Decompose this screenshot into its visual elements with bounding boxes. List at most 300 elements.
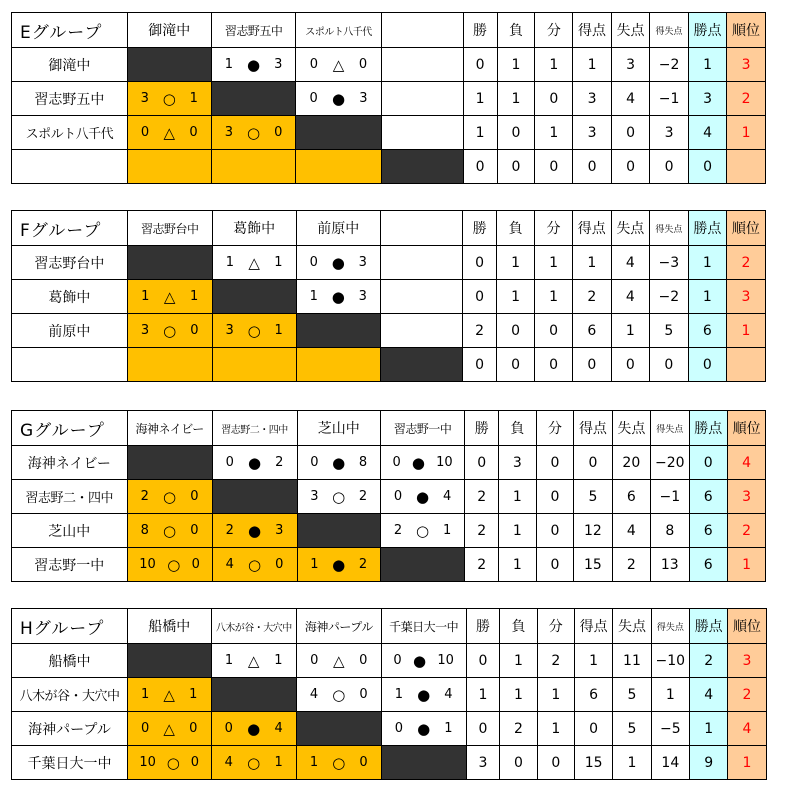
score-against: 2 — [358, 557, 368, 572]
team-name: 御滝中 — [12, 48, 128, 82]
stat-header: 得点 — [574, 609, 612, 644]
stat-value: 6 — [689, 480, 727, 514]
score-for: 1 — [224, 653, 234, 668]
stat-value: 0 — [500, 746, 537, 780]
match-cell — [212, 314, 296, 348]
match-result — [298, 488, 380, 506]
result-mark: △ — [163, 719, 175, 738]
team-row — [12, 348, 805, 382]
match-result — [213, 556, 297, 574]
score-against: 0 — [359, 687, 368, 702]
stat-header: 失点 — [611, 13, 650, 48]
match-cell — [296, 246, 380, 280]
opponent-header: 千葉日大一中 — [381, 609, 466, 644]
score-for: 3 — [224, 125, 234, 140]
rank-value: 3 — [727, 480, 765, 514]
match-result — [298, 454, 380, 472]
rank-value: 2 — [728, 678, 766, 712]
stat-value: 0 — [463, 348, 497, 382]
stat-value: 1 — [573, 246, 612, 280]
self-cell — [296, 116, 381, 150]
self-cell — [127, 644, 211, 678]
match-result — [381, 522, 464, 540]
result-mark: ○ — [166, 753, 180, 772]
rank-value: 1 — [728, 746, 766, 780]
result-mark: ○ — [247, 123, 261, 142]
stat-header: 分 — [535, 13, 573, 48]
score-for: 1 — [309, 289, 318, 304]
stat-header: 勝 — [466, 609, 500, 644]
match-cell — [381, 82, 463, 116]
stat-value: 0 — [466, 644, 500, 678]
match-cell — [296, 644, 381, 678]
team-name: 海神ネイビー — [12, 446, 128, 480]
opponent-header: 習志野五中 — [211, 13, 296, 48]
match-cell — [212, 446, 297, 480]
stat-value: 0 — [573, 150, 612, 184]
match-result — [297, 652, 381, 670]
stat-value: 2 — [537, 644, 574, 678]
result-mark: ● — [417, 685, 431, 704]
match-cell — [381, 678, 466, 712]
stat-value: 2 — [465, 548, 499, 582]
stat-value: 4 — [688, 116, 727, 150]
stat-value: 2 — [690, 644, 728, 678]
opponent-header: 海神パープル — [296, 609, 381, 644]
score-against: 3 — [275, 523, 284, 538]
group-table — [11, 608, 805, 780]
result-mark: ○ — [416, 521, 430, 540]
opponent-header: 御滝中 — [127, 13, 211, 48]
match-result — [213, 254, 296, 272]
result-mark: △ — [333, 651, 345, 670]
score-against: 4 — [274, 721, 283, 736]
opponent-header: 海神ネイビー — [127, 411, 212, 446]
stat-value: 0 — [497, 150, 535, 184]
stat-header: 勝 — [463, 13, 497, 48]
match-cell — [127, 82, 211, 116]
self-cell — [296, 314, 380, 348]
group-table — [11, 410, 805, 582]
stat-header: 得点 — [574, 411, 612, 446]
stat-value: 0 — [463, 246, 497, 280]
score-against: 3 — [359, 91, 368, 106]
stat-header: 負 — [497, 211, 535, 246]
stat-value: 0 — [497, 116, 535, 150]
match-result — [213, 322, 296, 340]
match-cell — [296, 280, 380, 314]
group-header-row — [12, 411, 805, 446]
stat-value: 6 — [612, 480, 650, 514]
match-cell — [127, 678, 211, 712]
stat-value: 1 — [688, 280, 727, 314]
match-cell — [127, 116, 211, 150]
score-for: 1 — [141, 289, 150, 304]
match-cell — [127, 514, 212, 548]
stat-value: 0 — [611, 348, 650, 382]
stat-value: 4 — [690, 678, 728, 712]
score-for: 1 — [394, 687, 404, 702]
stat-value: 0 — [574, 712, 612, 746]
match-result — [296, 90, 380, 108]
score-against: 0 — [191, 557, 200, 572]
score-for: 1 — [224, 57, 234, 72]
stat-value: 12 — [574, 514, 612, 548]
opponent-header: 前原中 — [296, 211, 380, 246]
result-mark: △ — [332, 55, 345, 74]
stat-value: 5 — [650, 314, 689, 348]
stat-value: 13 — [651, 548, 689, 582]
match-cell — [212, 348, 296, 382]
rank-value: 2 — [727, 82, 766, 116]
match-result — [212, 56, 296, 74]
result-mark: ○ — [162, 89, 176, 108]
stat-value: 0 — [497, 348, 535, 382]
stat-value: 1 — [688, 246, 727, 280]
score-for: 4 — [225, 557, 234, 572]
result-mark: △ — [248, 253, 260, 272]
stat-value: −20 — [651, 446, 689, 480]
match-result — [213, 522, 297, 540]
stat-value: 1 — [497, 280, 535, 314]
score-for: 3 — [225, 323, 234, 338]
match-cell — [211, 150, 296, 184]
result-mark: ○ — [167, 555, 181, 574]
rank-value: 4 — [728, 712, 766, 746]
stat-header: 順位 — [727, 411, 765, 446]
score-for: 0 — [140, 721, 150, 736]
self-cell — [380, 348, 462, 382]
match-cell — [296, 746, 381, 780]
score-for: 4 — [224, 755, 233, 770]
self-cell — [127, 446, 212, 480]
score-against: 3 — [274, 57, 283, 72]
group-title: Fグループ — [12, 211, 128, 246]
rank-value: 3 — [727, 48, 766, 82]
self-cell — [296, 712, 381, 746]
score-against: 4 — [443, 489, 452, 504]
match-result — [297, 754, 381, 772]
match-cell — [380, 514, 464, 548]
stat-value: 2 — [612, 548, 650, 582]
stat-value: 1 — [499, 548, 537, 582]
result-mark: ● — [411, 453, 426, 472]
match-cell — [127, 480, 212, 514]
team-name — [12, 150, 128, 184]
stat-value: 6 — [689, 514, 727, 548]
team-name: スポルト八千代 — [12, 116, 128, 150]
stat-value: 0 — [650, 150, 688, 184]
score-against: 0 — [190, 323, 199, 338]
stat-header: 負 — [500, 609, 537, 644]
stat-value: 1 — [497, 246, 535, 280]
stat-value: 1 — [463, 82, 497, 116]
stat-value: 6 — [573, 314, 612, 348]
score-against: 1 — [274, 653, 283, 668]
stat-value: 1 — [613, 746, 651, 780]
stat-value: 0 — [536, 446, 574, 480]
score-for: 1 — [225, 255, 235, 270]
opponent-header: 八木が谷・大穴中 — [211, 609, 296, 644]
result-mark: ○ — [247, 321, 261, 340]
stat-value: 0 — [688, 348, 727, 382]
stat-value: 0 — [463, 280, 497, 314]
match-cell — [380, 480, 464, 514]
stat-value: 1 — [535, 280, 573, 314]
score-for: 3 — [310, 489, 319, 504]
match-result — [382, 652, 466, 670]
self-cell — [381, 150, 463, 184]
score-for: 2 — [225, 523, 234, 538]
team-name: 葛飾中 — [12, 280, 128, 314]
score-for: 2 — [393, 523, 403, 538]
stat-value: 1 — [690, 712, 728, 746]
match-cell — [297, 548, 380, 582]
match-result — [128, 720, 211, 738]
score-against: 0 — [359, 755, 368, 770]
team-row — [12, 746, 805, 780]
stat-value: 1 — [574, 644, 612, 678]
stat-value: −10 — [651, 644, 689, 678]
self-cell — [211, 678, 296, 712]
score-for: 8 — [140, 523, 149, 538]
result-mark: ● — [416, 487, 430, 506]
stat-value: 9 — [690, 746, 728, 780]
stat-value: 2 — [465, 514, 499, 548]
match-cell — [212, 548, 297, 582]
stat-value: 0 — [536, 548, 574, 582]
result-mark: ● — [332, 555, 346, 574]
stat-value: 1 — [535, 116, 573, 150]
stat-value: 0 — [536, 480, 574, 514]
score-against: 0 — [359, 653, 368, 668]
stat-value: −2 — [650, 280, 689, 314]
stat-value: 3 — [611, 48, 650, 82]
rank-value: 3 — [727, 280, 766, 314]
match-cell — [380, 446, 464, 480]
match-result — [382, 686, 466, 704]
match-result — [298, 556, 380, 574]
match-cell — [296, 150, 381, 184]
team-row — [12, 480, 805, 514]
match-result — [297, 686, 381, 704]
stat-header: 分 — [536, 411, 574, 446]
score-for: 0 — [310, 455, 319, 470]
match-cell — [127, 548, 212, 582]
group-table — [11, 210, 805, 382]
stat-value: 1 — [500, 644, 537, 678]
stat-header: 得失点 — [650, 211, 689, 246]
score-for: 0 — [224, 721, 233, 736]
rank-value — [727, 150, 766, 184]
match-cell — [380, 246, 462, 280]
match-result — [128, 686, 211, 704]
score-against: 0 — [190, 489, 199, 504]
group-table — [11, 12, 805, 184]
stat-value: 1 — [500, 678, 537, 712]
team-row — [12, 82, 805, 116]
stat-value: 4 — [611, 280, 650, 314]
stat-value: 0 — [611, 150, 650, 184]
stat-value: 0 — [535, 82, 573, 116]
match-cell — [212, 514, 297, 548]
stat-value: 0 — [537, 746, 574, 780]
match-result — [212, 124, 296, 142]
stat-value: 14 — [651, 746, 689, 780]
match-result — [212, 720, 296, 738]
stat-value: 0 — [688, 150, 727, 184]
team-row — [12, 246, 805, 280]
stat-header: 得失点 — [651, 609, 689, 644]
score-against: 1 — [274, 755, 283, 770]
group-header-row — [12, 609, 805, 644]
result-mark: ○ — [332, 753, 346, 772]
stat-value: 0 — [574, 446, 612, 480]
match-cell — [127, 150, 211, 184]
self-cell — [211, 82, 296, 116]
stat-value: 0 — [535, 348, 573, 382]
match-result — [128, 322, 212, 340]
match-cell — [127, 314, 212, 348]
stat-value: −2 — [650, 48, 688, 82]
stat-value: 1 — [497, 82, 535, 116]
match-cell — [127, 746, 211, 780]
stat-value: 3 — [650, 116, 688, 150]
stat-value: 0 — [689, 446, 727, 480]
team-name: 習志野一中 — [12, 548, 128, 582]
score-for: 2 — [140, 489, 149, 504]
team-name: 前原中 — [12, 314, 128, 348]
score-against: 1 — [443, 523, 452, 538]
score-against: 8 — [358, 455, 368, 470]
result-mark: ● — [412, 651, 427, 670]
score-against: 3 — [358, 255, 367, 270]
result-mark: △ — [163, 685, 175, 704]
score-for: 0 — [393, 653, 402, 668]
score-against: 1 — [189, 687, 198, 702]
stat-value: 3 — [466, 746, 500, 780]
stat-value: 1 — [466, 678, 500, 712]
score-for: 0 — [309, 255, 318, 270]
stat-value: 3 — [499, 446, 537, 480]
match-cell — [211, 746, 296, 780]
stat-value: 0 — [535, 150, 573, 184]
match-cell — [381, 712, 466, 746]
group-title: Eグループ — [12, 13, 128, 48]
stat-value: 5 — [574, 480, 612, 514]
match-cell — [296, 348, 380, 382]
stat-value: 1 — [463, 116, 497, 150]
self-cell — [212, 480, 297, 514]
rank-value: 1 — [727, 116, 766, 150]
stat-value: 11 — [613, 644, 651, 678]
stat-value: −5 — [651, 712, 689, 746]
stat-header: 勝 — [463, 211, 497, 246]
stat-value: −1 — [651, 480, 689, 514]
group-title: Hグループ — [12, 609, 128, 644]
stat-header: 失点 — [611, 211, 650, 246]
match-result — [128, 556, 212, 574]
team-name: 八木が谷・大穴中 — [12, 678, 128, 712]
stat-value: 15 — [574, 548, 612, 582]
stat-header: 負 — [497, 13, 535, 48]
opponent-header: スポルト八千代 — [296, 13, 381, 48]
score-for: 0 — [394, 721, 404, 736]
stat-header: 得失点 — [650, 13, 688, 48]
score-for: 0 — [140, 125, 150, 140]
stat-value: 1 — [651, 678, 689, 712]
score-for: 1 — [140, 687, 150, 702]
score-for: 0 — [392, 455, 401, 470]
self-cell — [380, 548, 464, 582]
group-header-row — [12, 13, 805, 48]
stat-value: 6 — [688, 314, 727, 348]
self-cell — [127, 246, 212, 280]
team-name: 船橋中 — [12, 644, 128, 678]
result-mark: ○ — [163, 321, 177, 340]
result-mark: △ — [163, 123, 176, 142]
opponent-header — [380, 211, 462, 246]
self-cell — [127, 48, 211, 82]
result-mark: △ — [163, 287, 176, 306]
opponent-header: 芝山中 — [297, 411, 380, 446]
result-mark: ○ — [247, 753, 261, 772]
stat-value: 20 — [612, 446, 650, 480]
stat-value: 4 — [611, 246, 650, 280]
team-name — [12, 348, 128, 382]
match-result — [296, 56, 380, 74]
stat-header: 勝点 — [689, 411, 727, 446]
stat-header: 勝 — [465, 411, 499, 446]
stat-value: −1 — [650, 82, 688, 116]
result-mark: ● — [417, 719, 431, 738]
result-mark: ○ — [332, 685, 346, 704]
stat-value: 1 — [573, 48, 612, 82]
match-cell — [297, 480, 380, 514]
match-cell — [211, 712, 296, 746]
stat-value: 2 — [463, 314, 497, 348]
rank-value: 4 — [727, 446, 765, 480]
stat-value: 1 — [535, 48, 573, 82]
score-for: 3 — [140, 91, 149, 106]
match-result — [381, 454, 464, 472]
match-cell — [381, 116, 463, 150]
score-against: 2 — [358, 489, 368, 504]
team-row — [12, 446, 805, 480]
result-mark: ○ — [332, 487, 346, 506]
score-against: 0 — [274, 125, 283, 140]
team-name: 習志野台中 — [12, 246, 128, 280]
stat-header: 順位 — [727, 211, 766, 246]
rank-value: 3 — [728, 644, 766, 678]
match-result — [128, 124, 211, 142]
result-mark: ○ — [163, 521, 177, 540]
self-cell — [381, 746, 466, 780]
score-for: 10 — [139, 557, 156, 572]
stat-value: 1 — [688, 48, 727, 82]
score-against: 1 — [444, 721, 453, 736]
result-mark: ○ — [248, 555, 262, 574]
team-row — [12, 678, 805, 712]
team-row — [12, 548, 805, 582]
result-mark: ● — [331, 89, 346, 108]
stat-value: 0 — [463, 150, 497, 184]
stat-value: 1 — [497, 48, 535, 82]
match-cell — [212, 246, 296, 280]
rank-value — [727, 348, 766, 382]
stat-value: 3 — [573, 82, 612, 116]
stat-value: 0 — [497, 314, 535, 348]
